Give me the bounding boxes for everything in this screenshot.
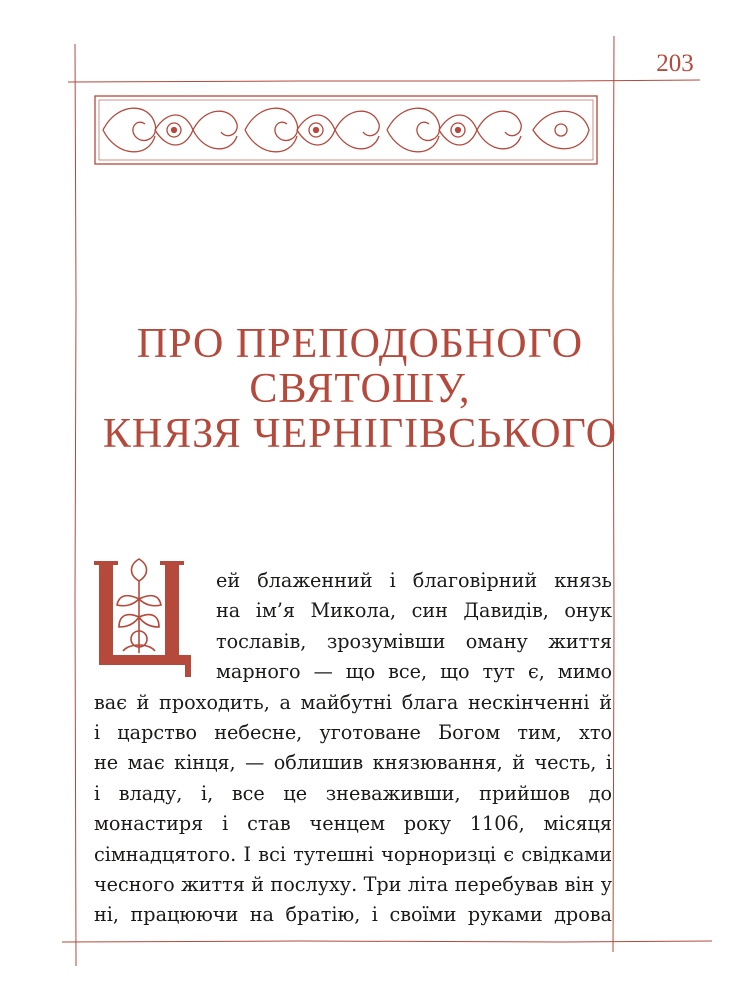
text-line: на ім’я Микола, син Давидів, онук <box>216 599 612 623</box>
text-line: і владу, і, все це зневаживши, прийшов до <box>94 781 612 805</box>
text-line: тославів, зрозумівши оману життя <box>216 629 612 653</box>
text-line: не має кінця, — облишив князювання, й честь, і <box>94 751 612 775</box>
title-line: СВЯТОШУ, <box>249 366 471 412</box>
text-line: марного — що все, що тут є, мимо <box>216 660 612 684</box>
floral-ornament-header <box>93 94 599 166</box>
chapter-title <box>95 322 625 457</box>
text-line: ні, працюючи на братію, і своїми руками дрова <box>94 903 612 927</box>
text-line: ей блаженний і благовірний князь <box>216 569 612 592</box>
text-line: чесного життя й послуху. Три літа перебував він у <box>94 872 612 896</box>
text-line: ває й проходить, а майбутні блага нескінченні й <box>94 690 612 714</box>
text-line: монастиря і став ченцем року 1106, місяця <box>94 812 612 836</box>
title-line: ПРО ПРЕПОДОБНОГО <box>136 321 584 367</box>
title-line: КНЯЗЯ ЧЕРНІГІВСЬКОГО <box>102 411 618 457</box>
text-line: сімнадцятого. І всі тутешні чорноризці є свідками <box>94 842 612 866</box>
text-line: і царство небесне, уготоване Богом тим, хто <box>94 720 612 744</box>
body-text <box>94 566 612 931</box>
page-number: 203 <box>656 50 694 77</box>
